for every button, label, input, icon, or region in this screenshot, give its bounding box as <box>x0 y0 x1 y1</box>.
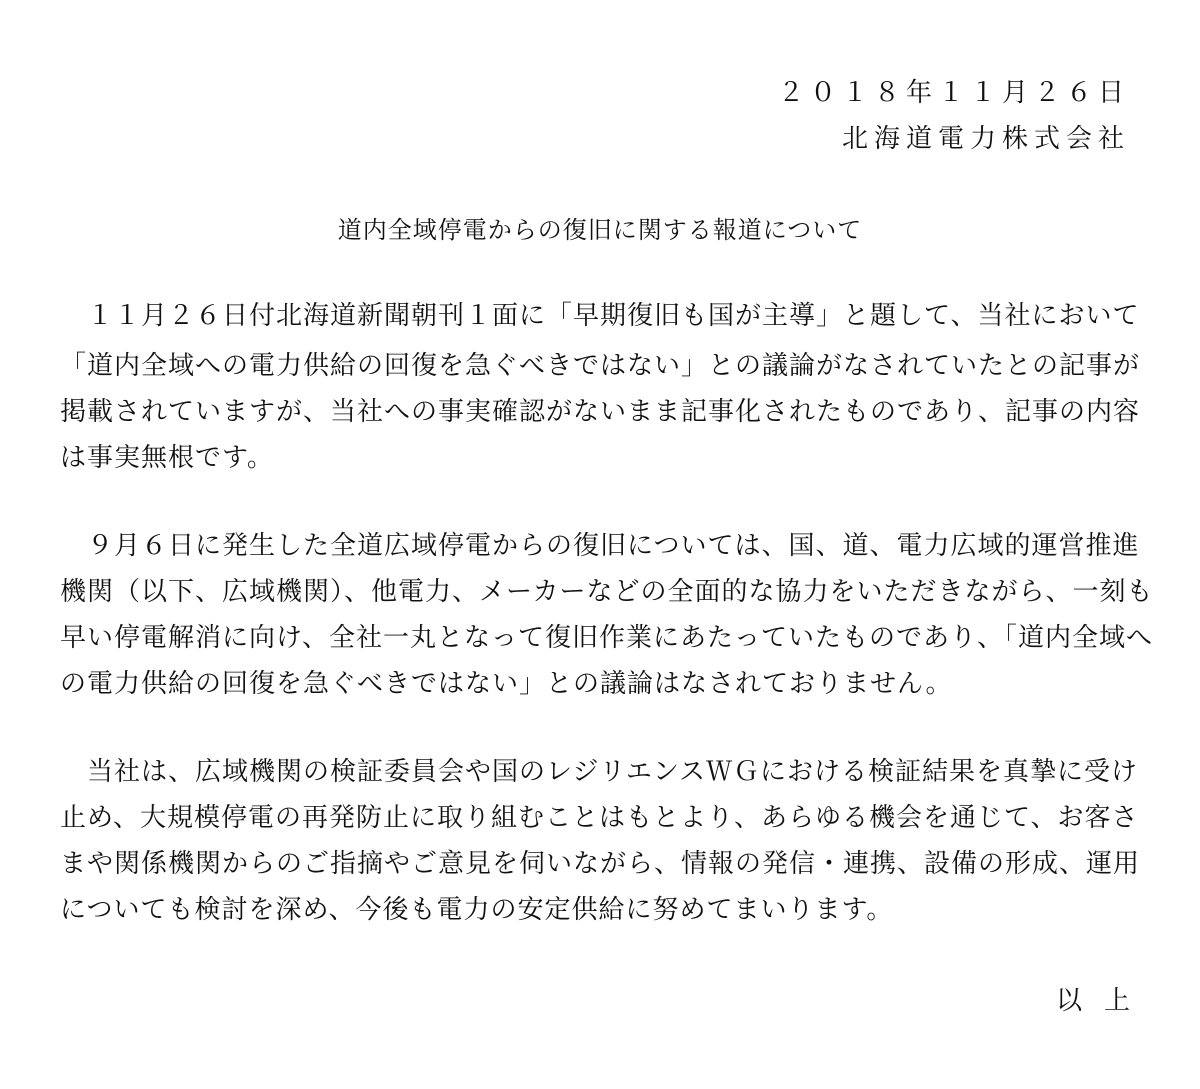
paragraph-3-line-2: 止め、大規模停電の再発防止に取り組むことはもとより、あらゆる機会を通じて、お客さ <box>60 803 1139 833</box>
paragraph-2-line-2: 機関（以下、広域機関）、他電力、メーカーなどの全面的な協力をいただきながら、一刻も <box>60 577 1154 607</box>
paragraph-2-line-4: の電力供給の回復を急ぐべきではない」との議論はなされておりません。 <box>60 669 953 699</box>
paragraph-1-line-1: １１月２６日付北海道新聞朝刊１面に「早期復旧も国が主導」と題して、当社において <box>60 301 1140 331</box>
paragraph-3-line-4: についても検討を深め、今後も電力の安定供給に努めてまいります。 <box>60 895 894 925</box>
paragraph-3-line-1: 当社は、広域機関の検証委員会や国のレジリエンスＷＧにおける検証結果を真摯に受け <box>60 757 1139 787</box>
paragraph-1-line-2: 「道内全域への電力供給の回復を急ぐべきではない」との議論がなされていたとの記事が <box>60 351 1141 381</box>
paragraph-1-line-3: 掲載されていますが、当社への事実確認がないまま記事化されたものであり、記事の内容 <box>60 397 1141 427</box>
paragraph-3-line-3: まや関係機関からのご指摘やご意見を伺いながら、情報の発信・連携、設備の形成、運用 <box>60 849 1141 879</box>
closing-mark: 以上 <box>1055 986 1152 1016</box>
paragraph-2-line-3: 早い停電解消に向け、全社一丸となって復旧作業にあたっていたものであり、「道内全域へ <box>60 623 1153 653</box>
paragraph-2-line-1: ９月６日に発生した全道広域停電からの復旧については、国、道、電力広域的運営推進 <box>60 531 1140 561</box>
document-title: 道内全域停電からの復旧に関する報道について <box>337 216 863 244</box>
company-name: 北海道電力株式会社 <box>841 124 1130 154</box>
paragraph-1-line-4: は事実無根です。 <box>60 443 274 473</box>
document-date: ２０１８年１１月２６日 <box>777 78 1130 108</box>
